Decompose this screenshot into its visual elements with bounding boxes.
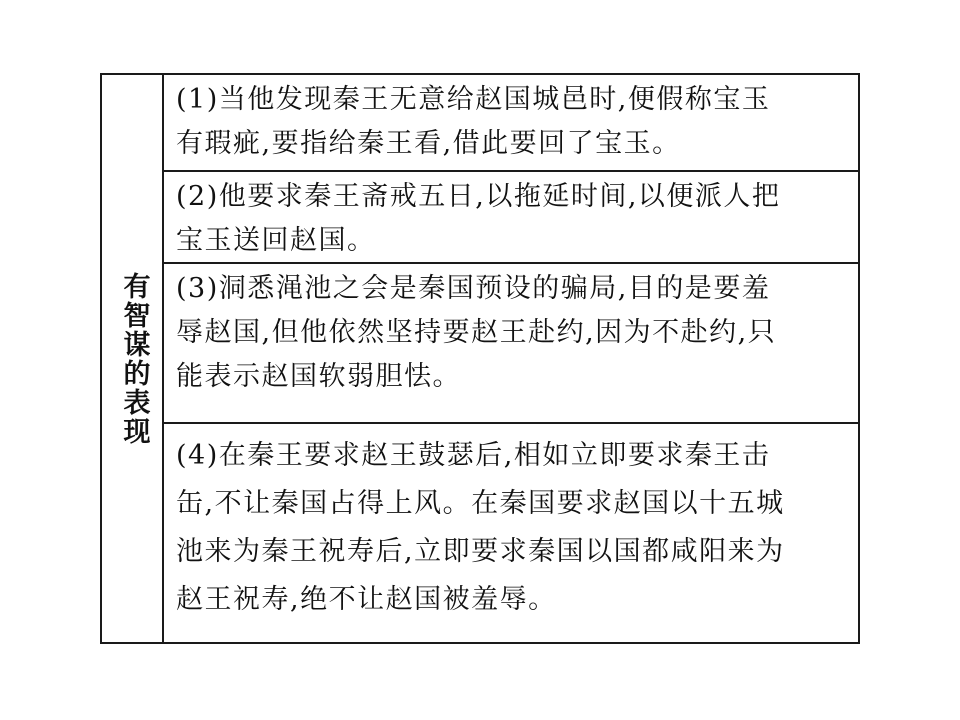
table-row	[164, 75, 858, 172]
table-header-cell	[102, 75, 164, 642]
row-text-line: 池来为秦王祝寿后,立即要求秦国以国都咸阳来为	[176, 536, 785, 567]
table-header-label: 有智谋的表现	[118, 271, 150, 446]
table-row	[164, 172, 858, 264]
row-text-line: 缶,不让秦国占得上风。在秦国要求赵国以十五城	[176, 488, 785, 519]
row-text-line: (3)洞悉渑池之会是秦国预设的骗局,目的是要羞	[176, 273, 771, 304]
table-row	[164, 264, 858, 424]
table-row	[164, 424, 858, 642]
row-text-line: 赵王祝寿,绝不让赵国被羞辱。	[176, 584, 557, 615]
row-text-line: 有瑕疵,要指给秦王看,借此要回了宝玉。	[176, 128, 681, 159]
table-rows	[164, 75, 858, 642]
row-text-line: 宝玉送回赵国。	[176, 225, 376, 256]
row-text-line: (1)当他发现秦王无意给赵国城邑时,便假称宝玉	[176, 84, 771, 115]
row-text-line: 辱赵国,但他依然坚持要赵王赴约,因为不赴约,只	[176, 317, 777, 348]
content-table	[100, 73, 860, 644]
row-text-line: (2)他要求秦王斋戒五日,以拖延时间,以便派人把	[176, 181, 781, 212]
row-text-line: 能表示赵国软弱胆怯。	[176, 361, 461, 392]
row-text-line: (4)在秦王要求赵王鼓瑟后,相如立即要求秦王击	[176, 440, 771, 471]
